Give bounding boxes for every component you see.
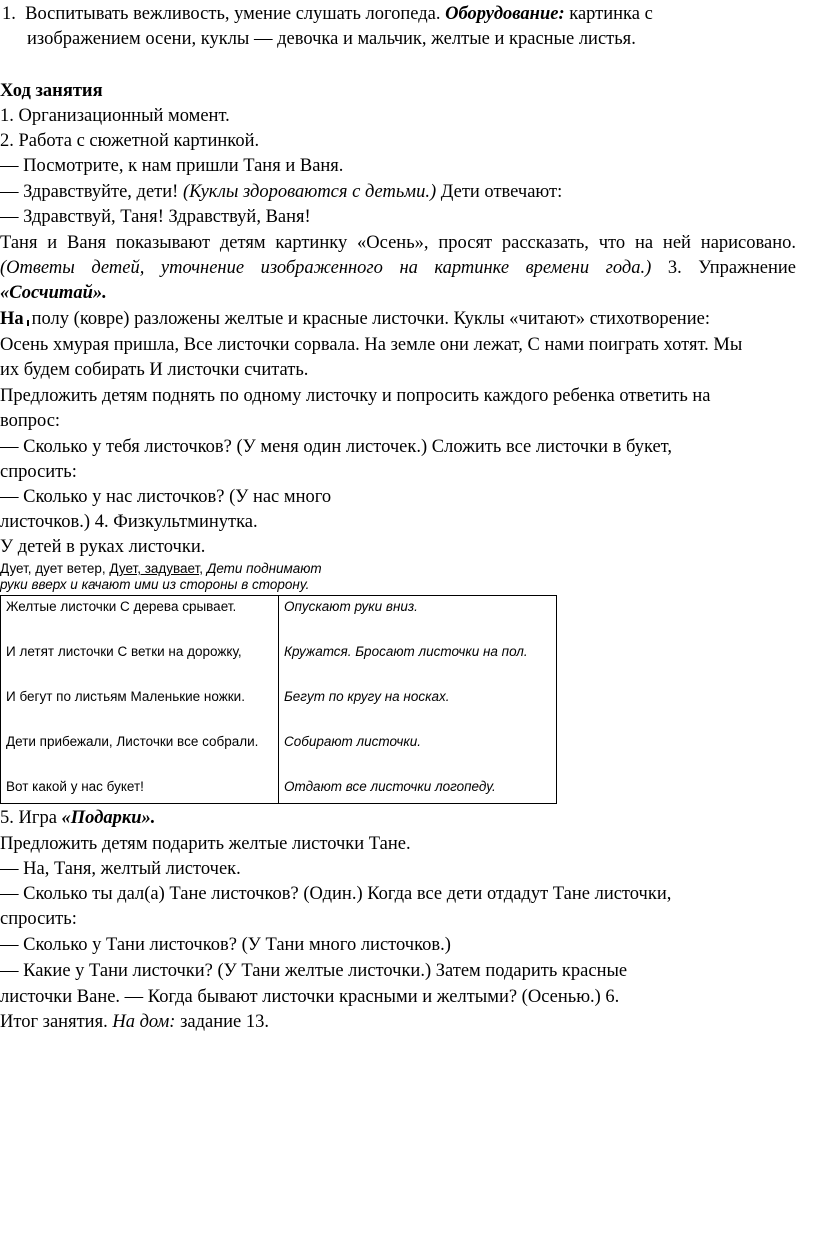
table-cell-left: И бегут по листьям Маленькие ножки. — [6, 689, 245, 704]
table-cell-right: Кружатся. Бросают листочки на пол. — [284, 644, 528, 659]
equipment-text: картинка с — [569, 4, 653, 24]
question-line-2: спросить: — [0, 462, 77, 482]
dialog-line-1: — Посмотрите, к нам пришли Таня и Ваня. — [0, 156, 344, 176]
table-cell-left: Желтые листочки С дерева срывает. — [6, 599, 237, 614]
intro-line-1 — [2, 3, 653, 25]
step-2: 2. Работа с сюжетной картинкой. — [0, 131, 260, 151]
poem-line-2: их будем собирать И листочки считать. — [0, 360, 309, 380]
after-line-6: — Какие у Тани листочки? (У Тани желтые листочки.) Затем подарить красные — [0, 961, 628, 981]
paragraph-floor: На полу (ковре) разложены желтые и красные листочки. Куклы «читают» стихотворение: — [0, 309, 710, 329]
question-line-3: — Сколько у нас листочков? (У нас много — [0, 487, 332, 507]
table-cell-right: Опускают руки вниз. — [284, 599, 418, 614]
lesson-summary: Итог занятия. На дом: задание 13. — [0, 1012, 269, 1032]
wind-underlined: Дует, задувает, — [109, 561, 204, 576]
after-line-1: Предложить детям подарить желтые листочки Тане. — [0, 834, 411, 854]
intro-number: 1. — [2, 4, 16, 24]
dialog-remark: (Куклы здороваются с детьми.) — [182, 182, 437, 202]
homework-label: На дом: — [112, 1012, 176, 1032]
after-line-7: листочки Ване. — Когда бывают листочки красными и желтыми? (Осенью.) 6. — [0, 987, 620, 1007]
intro-line-2: изображением осени, куклы — девочка и мальчик, желтые и красные листья. — [27, 29, 636, 49]
movement-table — [0, 595, 557, 804]
dialog-line-3: — Здравствуй, Таня! Здравствуй, Ваня! — [0, 207, 311, 227]
table-cell-right: Собирают листочки. — [284, 734, 422, 749]
table-divider — [278, 596, 279, 803]
table-cell-right: Бегут по кругу на носках. — [284, 689, 450, 704]
lesson-heading: Ход занятия — [0, 81, 103, 101]
exercise-3-label: 3. Упражнение — [667, 258, 796, 278]
after-line-4: спросить: — [0, 909, 77, 929]
after-line-5: — Сколько у Тани листочков? (У Тани много листочков.) — [0, 935, 451, 955]
poem-line-1: Осень хмурая пришла, Все листочки сорвала. На земле они лежат, С нами поиграть хотят. Мы — [0, 335, 743, 355]
equipment-label: Оборудование: — [445, 4, 565, 24]
paragraph-picture: Таня и Ваня показывают детям картинку «Осень», просят рассказать, что на ней нарисовано. — [0, 233, 796, 253]
table-cell-left: Вот какой у нас букет! — [6, 779, 144, 794]
game-5-title: 5. Игра «Подарки». — [0, 808, 156, 828]
text-mark — [27, 320, 29, 326]
dialog-line-2: — Здравствуйте, дети! (Куклы здороваются с детьми.) Дети отвечают: — [0, 182, 563, 202]
after-line-2: — На, Таня, желтый листочек. — [0, 859, 241, 879]
question-line-1: — Сколько у тебя листочков? (У меня один листочек.) Сложить все листочки в букет, — [0, 437, 672, 457]
step-1: 1. Организационный момент. — [0, 106, 230, 126]
leaves-in-hands: У детей в руках листочки. — [0, 537, 206, 557]
exercise-4-line: листочков.) 4. Физкультминутка. — [0, 512, 258, 532]
intro-goal-text: Воспитывать вежливость, умение слушать логопеда. — [25, 4, 441, 24]
exercise-3-title: «Сосчитай». — [0, 283, 107, 303]
table-cell-left: И летят листочки С ветки на дорожку, — [6, 644, 242, 659]
table-cell-left: Дети прибежали, Листочки все собрали. — [6, 734, 259, 749]
after-line-3: — Сколько ты дал(а) Тане листочков? (Один.) Когда все дети отдадут Тане листочки, — [0, 884, 672, 904]
instruction-line-2: вопрос: — [0, 411, 61, 431]
instruction-line-1: Предложить детям поднять по одному листочку и попросить каждого ребенка ответить на — [0, 386, 711, 406]
wind-line-2: руки вверх и качают ими из стороны в сторону. — [0, 577, 310, 592]
table-cell-right: Отдают все листочки логопеду. — [284, 779, 496, 794]
paragraph-answers: (Ответы детей, уточнение изображенного на картинке времени года.) 3. Упражнение — [0, 258, 796, 278]
wind-line-1: Дует, дует ветер, Дует, задувает, Дети поднимают — [0, 561, 322, 576]
